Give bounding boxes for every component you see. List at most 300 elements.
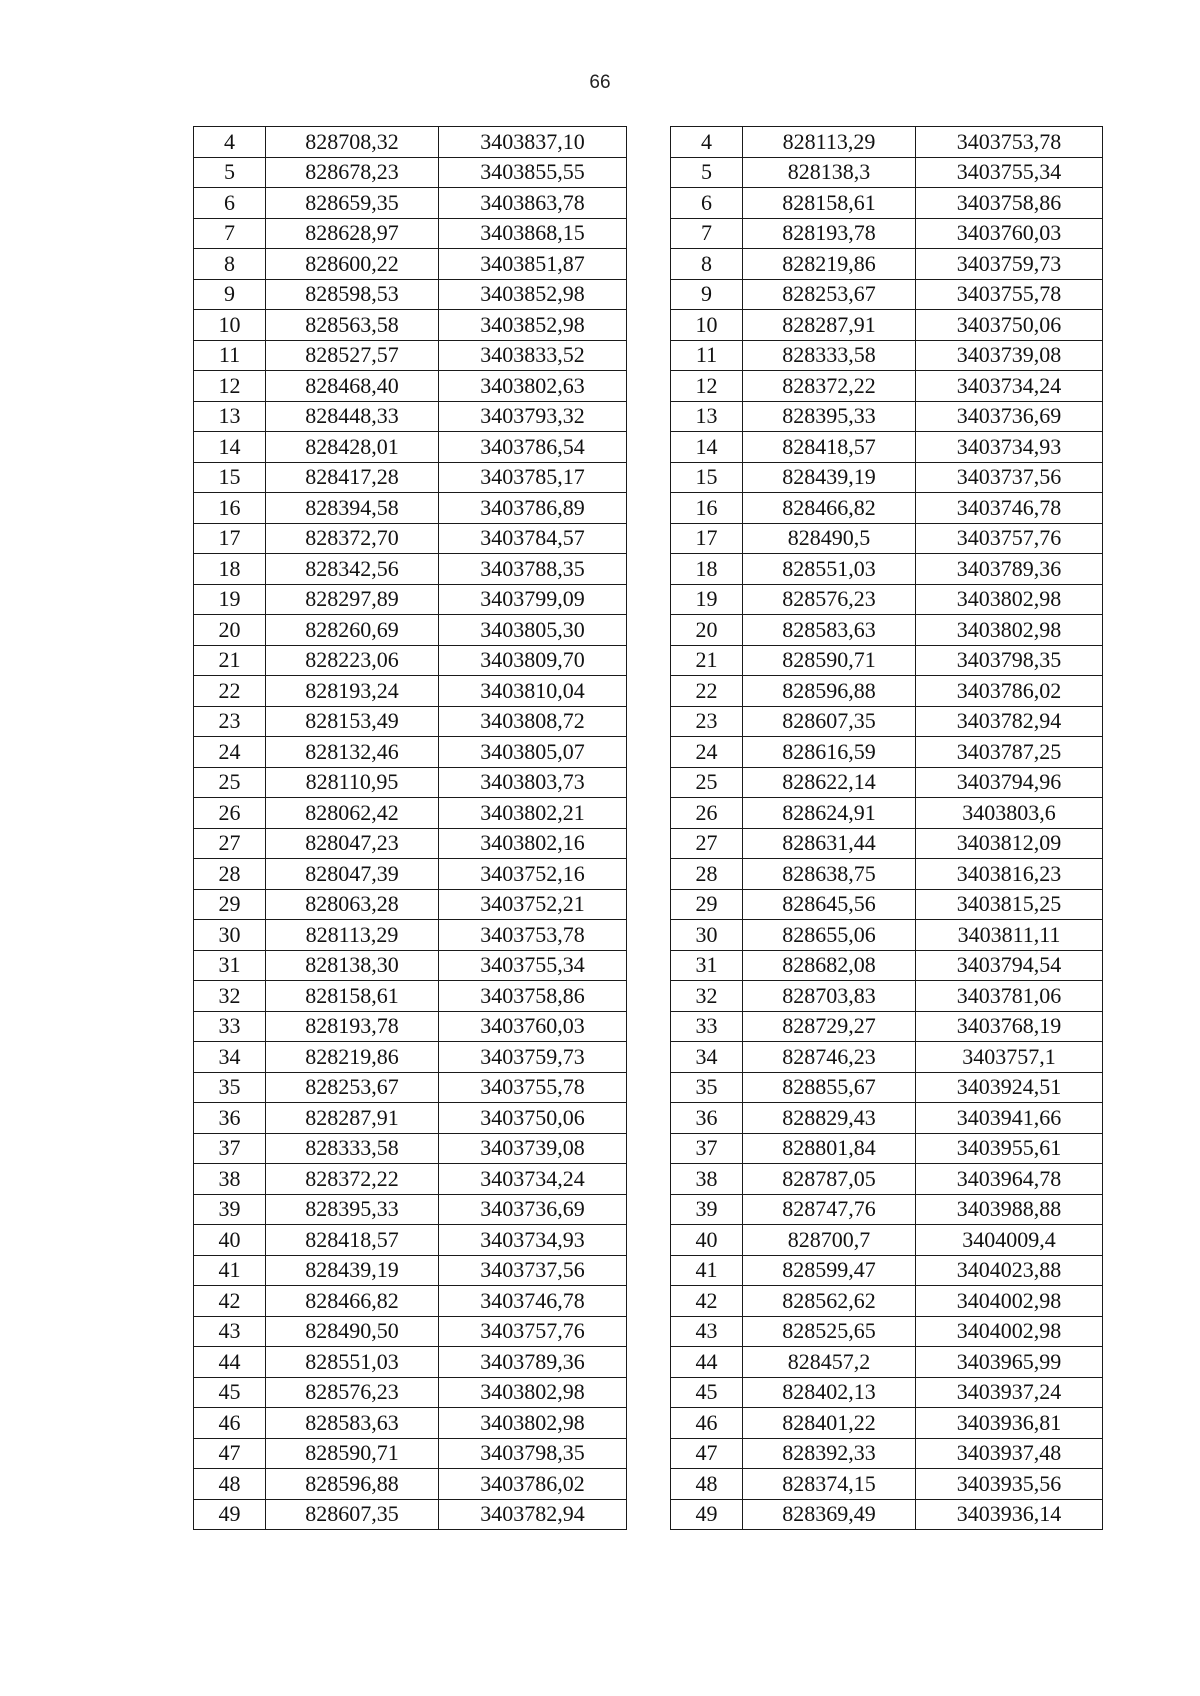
- table-row: [671, 950, 1103, 981]
- x-coordinate-cell: 828369,49: [743, 1499, 916, 1530]
- point-number-cell: 30: [671, 920, 743, 951]
- table-row: [194, 737, 627, 768]
- y-coordinate-cell: 3403799,09: [439, 584, 627, 615]
- x-coordinate-cell: 828596,88: [743, 676, 916, 707]
- point-number-cell: 10: [671, 310, 743, 341]
- point-number-cell: 8: [671, 249, 743, 280]
- point-number-cell: 32: [194, 981, 266, 1012]
- table-row: [671, 1286, 1103, 1317]
- y-coordinate-cell: 3403739,08: [916, 340, 1103, 371]
- x-coordinate-cell: 828551,03: [743, 554, 916, 585]
- y-coordinate-cell: 3403802,63: [439, 371, 627, 402]
- y-coordinate-cell: 3403852,98: [439, 279, 627, 310]
- point-number-cell: 31: [194, 950, 266, 981]
- point-number-cell: 7: [671, 218, 743, 249]
- y-coordinate-cell: 3403802,98: [439, 1377, 627, 1408]
- coordinates-table-body: [671, 127, 1103, 1530]
- table-row: [194, 767, 627, 798]
- point-number-cell: 21: [194, 645, 266, 676]
- point-number-cell: 15: [194, 462, 266, 493]
- table-row: [194, 1316, 627, 1347]
- y-coordinate-cell: 3403802,98: [916, 615, 1103, 646]
- y-coordinate-cell: 3403965,99: [916, 1347, 1103, 1378]
- point-number-cell: 42: [671, 1286, 743, 1317]
- table-row: [194, 981, 627, 1012]
- coordinates-table-left: [193, 126, 627, 1530]
- y-coordinate-cell: 3403750,06: [916, 310, 1103, 341]
- point-number-cell: 11: [671, 340, 743, 371]
- x-coordinate-cell: 828638,75: [743, 859, 916, 890]
- x-coordinate-cell: 828439,19: [743, 462, 916, 493]
- x-coordinate-cell: 828158,61: [266, 981, 439, 1012]
- x-coordinate-cell: 828158,61: [743, 188, 916, 219]
- point-number-cell: 15: [671, 462, 743, 493]
- point-number-cell: 5: [671, 157, 743, 188]
- table-row: [671, 249, 1103, 280]
- table-row: [194, 1377, 627, 1408]
- y-coordinate-cell: 3403734,24: [916, 371, 1103, 402]
- x-coordinate-cell: 828624,91: [743, 798, 916, 829]
- y-coordinate-cell: 3403810,04: [439, 676, 627, 707]
- table-row: [194, 1072, 627, 1103]
- point-number-cell: 18: [194, 554, 266, 585]
- table-row: [671, 157, 1103, 188]
- y-coordinate-cell: 3403760,03: [439, 1011, 627, 1042]
- table-row: [671, 1499, 1103, 1530]
- point-number-cell: 44: [194, 1347, 266, 1378]
- y-coordinate-cell: 3403759,73: [439, 1042, 627, 1073]
- table-row: [671, 310, 1103, 341]
- y-coordinate-cell: 3403739,08: [439, 1133, 627, 1164]
- x-coordinate-cell: 828333,58: [266, 1133, 439, 1164]
- point-number-cell: 49: [671, 1499, 743, 1530]
- point-number-cell: 48: [194, 1469, 266, 1500]
- y-coordinate-cell: 3403809,70: [439, 645, 627, 676]
- x-coordinate-cell: 828563,58: [266, 310, 439, 341]
- x-coordinate-cell: 828466,82: [743, 493, 916, 524]
- table-row: [671, 889, 1103, 920]
- table-row: [671, 1438, 1103, 1469]
- point-number-cell: 5: [194, 157, 266, 188]
- y-coordinate-cell: 3403746,78: [916, 493, 1103, 524]
- table-row: [671, 920, 1103, 951]
- x-coordinate-cell: 828113,29: [266, 920, 439, 951]
- x-coordinate-cell: 828047,39: [266, 859, 439, 890]
- x-coordinate-cell: 828342,56: [266, 554, 439, 585]
- point-number-cell: 43: [194, 1316, 266, 1347]
- point-number-cell: 47: [671, 1438, 743, 1469]
- point-number-cell: 36: [671, 1103, 743, 1134]
- y-coordinate-cell: 3403786,89: [439, 493, 627, 524]
- point-number-cell: 35: [194, 1072, 266, 1103]
- table-row: [194, 645, 627, 676]
- table-row: [671, 340, 1103, 371]
- x-coordinate-cell: 828583,63: [743, 615, 916, 646]
- point-number-cell: 13: [194, 401, 266, 432]
- point-number-cell: 16: [671, 493, 743, 524]
- table-row: [194, 554, 627, 585]
- y-coordinate-cell: 3403734,24: [439, 1164, 627, 1195]
- table-row: [671, 462, 1103, 493]
- x-coordinate-cell: 828402,13: [743, 1377, 916, 1408]
- point-number-cell: 18: [671, 554, 743, 585]
- point-number-cell: 40: [671, 1225, 743, 1256]
- table-row: [671, 615, 1103, 646]
- table-row: [671, 767, 1103, 798]
- y-coordinate-cell: 3403855,55: [439, 157, 627, 188]
- point-number-cell: 33: [671, 1011, 743, 1042]
- point-number-cell: 11: [194, 340, 266, 371]
- table-row: [194, 401, 627, 432]
- x-coordinate-cell: 828219,86: [743, 249, 916, 280]
- table-row: [194, 249, 627, 280]
- coordinates-table-body: [194, 127, 627, 1530]
- x-coordinate-cell: 828138,3: [743, 157, 916, 188]
- x-coordinate-cell: 828703,83: [743, 981, 916, 1012]
- table-row: [671, 127, 1103, 158]
- point-number-cell: 29: [194, 889, 266, 920]
- point-number-cell: 33: [194, 1011, 266, 1042]
- point-number-cell: 25: [194, 767, 266, 798]
- page-number: 66: [589, 72, 611, 93]
- y-coordinate-cell: 3403937,24: [916, 1377, 1103, 1408]
- point-number-cell: 4: [194, 127, 266, 158]
- table-row: [671, 981, 1103, 1012]
- x-coordinate-cell: 828374,15: [743, 1469, 916, 1500]
- y-coordinate-cell: 3403734,93: [439, 1225, 627, 1256]
- table-row: [671, 706, 1103, 737]
- table-row: [194, 523, 627, 554]
- point-number-cell: 12: [671, 371, 743, 402]
- point-number-cell: 36: [194, 1103, 266, 1134]
- point-number-cell: 37: [671, 1133, 743, 1164]
- point-number-cell: 42: [194, 1286, 266, 1317]
- y-coordinate-cell: 3403805,07: [439, 737, 627, 768]
- table-row: [194, 279, 627, 310]
- y-coordinate-cell: 3403816,23: [916, 859, 1103, 890]
- x-coordinate-cell: 828193,78: [266, 1011, 439, 1042]
- x-coordinate-cell: 828418,57: [743, 432, 916, 463]
- point-number-cell: 32: [671, 981, 743, 1012]
- x-coordinate-cell: 828747,76: [743, 1194, 916, 1225]
- table-row: [671, 1164, 1103, 1195]
- x-coordinate-cell: 828253,67: [743, 279, 916, 310]
- point-number-cell: 19: [194, 584, 266, 615]
- y-coordinate-cell: 3403964,78: [916, 1164, 1103, 1195]
- y-coordinate-cell: 3403805,30: [439, 615, 627, 646]
- table-row: [671, 523, 1103, 554]
- y-coordinate-cell: 3403803,6: [916, 798, 1103, 829]
- point-number-cell: 28: [194, 859, 266, 890]
- y-coordinate-cell: 3403941,66: [916, 1103, 1103, 1134]
- x-coordinate-cell: 828392,33: [743, 1438, 916, 1469]
- point-number-cell: 41: [194, 1255, 266, 1286]
- y-coordinate-cell: 3403755,34: [916, 157, 1103, 188]
- point-number-cell: 46: [671, 1408, 743, 1439]
- x-coordinate-cell: 828193,78: [743, 218, 916, 249]
- y-coordinate-cell: 3403837,10: [439, 127, 627, 158]
- x-coordinate-cell: 828787,05: [743, 1164, 916, 1195]
- y-coordinate-cell: 3404002,98: [916, 1316, 1103, 1347]
- x-coordinate-cell: 828372,22: [266, 1164, 439, 1195]
- table-row: [194, 1255, 627, 1286]
- y-coordinate-cell: 3403782,94: [916, 706, 1103, 737]
- x-coordinate-cell: 828600,22: [266, 249, 439, 280]
- table-row: [671, 493, 1103, 524]
- table-row: [194, 310, 627, 341]
- point-number-cell: 41: [671, 1255, 743, 1286]
- table-row: [671, 401, 1103, 432]
- x-coordinate-cell: 828333,58: [743, 340, 916, 371]
- table-row: [671, 1377, 1103, 1408]
- y-coordinate-cell: 3404009,4: [916, 1225, 1103, 1256]
- table-row: [194, 340, 627, 371]
- y-coordinate-cell: 3403737,56: [439, 1255, 627, 1286]
- y-coordinate-cell: 3403782,94: [439, 1499, 627, 1530]
- x-coordinate-cell: 828223,06: [266, 645, 439, 676]
- y-coordinate-cell: 3403755,34: [439, 950, 627, 981]
- table-row: [194, 1438, 627, 1469]
- y-coordinate-cell: 3403759,73: [916, 249, 1103, 280]
- table-row: [194, 1499, 627, 1530]
- x-coordinate-cell: 828395,33: [266, 1194, 439, 1225]
- point-number-cell: 44: [671, 1347, 743, 1378]
- y-coordinate-cell: 3403988,88: [916, 1194, 1103, 1225]
- x-coordinate-cell: 828417,28: [266, 462, 439, 493]
- x-coordinate-cell: 828297,89: [266, 584, 439, 615]
- y-coordinate-cell: 3403750,06: [439, 1103, 627, 1134]
- table-row: [194, 889, 627, 920]
- table-row: [671, 1042, 1103, 1073]
- table-row: [194, 676, 627, 707]
- x-coordinate-cell: 828583,63: [266, 1408, 439, 1439]
- y-coordinate-cell: 3403863,78: [439, 188, 627, 219]
- y-coordinate-cell: 3403758,86: [439, 981, 627, 1012]
- x-coordinate-cell: 828527,57: [266, 340, 439, 371]
- point-number-cell: 16: [194, 493, 266, 524]
- y-coordinate-cell: 3403786,54: [439, 432, 627, 463]
- x-coordinate-cell: 828219,86: [266, 1042, 439, 1073]
- x-coordinate-cell: 828394,58: [266, 493, 439, 524]
- x-coordinate-cell: 828525,65: [743, 1316, 916, 1347]
- y-coordinate-cell: 3404002,98: [916, 1286, 1103, 1317]
- point-number-cell: 6: [671, 188, 743, 219]
- x-coordinate-cell: 828576,23: [743, 584, 916, 615]
- point-number-cell: 31: [671, 950, 743, 981]
- point-number-cell: 48: [671, 1469, 743, 1500]
- table-row: [671, 1255, 1103, 1286]
- y-coordinate-cell: 3403852,98: [439, 310, 627, 341]
- table-row: [671, 1072, 1103, 1103]
- y-coordinate-cell: 3403833,52: [439, 340, 627, 371]
- y-coordinate-cell: 3403758,86: [916, 188, 1103, 219]
- table-row: [671, 584, 1103, 615]
- table-row: [671, 676, 1103, 707]
- table-row: [194, 1011, 627, 1042]
- y-coordinate-cell: 3403784,57: [439, 523, 627, 554]
- point-number-cell: 23: [194, 706, 266, 737]
- y-coordinate-cell: 3404023,88: [916, 1255, 1103, 1286]
- point-number-cell: 12: [194, 371, 266, 402]
- point-number-cell: 20: [671, 615, 743, 646]
- x-coordinate-cell: 828047,23: [266, 828, 439, 859]
- y-coordinate-cell: 3403798,35: [916, 645, 1103, 676]
- point-number-cell: 17: [194, 523, 266, 554]
- y-coordinate-cell: 3403746,78: [439, 1286, 627, 1317]
- x-coordinate-cell: 828372,70: [266, 523, 439, 554]
- y-coordinate-cell: 3403955,61: [916, 1133, 1103, 1164]
- x-coordinate-cell: 828622,14: [743, 767, 916, 798]
- y-coordinate-cell: 3403937,48: [916, 1438, 1103, 1469]
- y-coordinate-cell: 3403734,93: [916, 432, 1103, 463]
- point-number-cell: 6: [194, 188, 266, 219]
- y-coordinate-cell: 3403794,96: [916, 767, 1103, 798]
- point-number-cell: 45: [194, 1377, 266, 1408]
- point-number-cell: 21: [671, 645, 743, 676]
- table-row: [671, 1347, 1103, 1378]
- point-number-cell: 35: [671, 1072, 743, 1103]
- point-number-cell: 13: [671, 401, 743, 432]
- x-coordinate-cell: 828599,47: [743, 1255, 916, 1286]
- table-row: [671, 1194, 1103, 1225]
- x-coordinate-cell: 828576,23: [266, 1377, 439, 1408]
- y-coordinate-cell: 3403785,17: [439, 462, 627, 493]
- x-coordinate-cell: 828596,88: [266, 1469, 439, 1500]
- point-number-cell: 39: [671, 1194, 743, 1225]
- y-coordinate-cell: 3403757,1: [916, 1042, 1103, 1073]
- table-row: [671, 828, 1103, 859]
- x-coordinate-cell: 828490,5: [743, 523, 916, 554]
- point-number-cell: 28: [671, 859, 743, 890]
- x-coordinate-cell: 828562,62: [743, 1286, 916, 1317]
- x-coordinate-cell: 828062,42: [266, 798, 439, 829]
- y-coordinate-cell: 3403936,81: [916, 1408, 1103, 1439]
- table-row: [194, 371, 627, 402]
- table-row: [194, 584, 627, 615]
- point-number-cell: 9: [194, 279, 266, 310]
- table-row: [671, 371, 1103, 402]
- point-number-cell: 43: [671, 1316, 743, 1347]
- y-coordinate-cell: 3403789,36: [916, 554, 1103, 585]
- table-row: [194, 1347, 627, 1378]
- table-row: [194, 127, 627, 158]
- point-number-cell: 34: [194, 1042, 266, 1073]
- x-coordinate-cell: 828395,33: [743, 401, 916, 432]
- x-coordinate-cell: 828551,03: [266, 1347, 439, 1378]
- y-coordinate-cell: 3403811,11: [916, 920, 1103, 951]
- table-row: [671, 1316, 1103, 1347]
- y-coordinate-cell: 3403736,69: [439, 1194, 627, 1225]
- point-number-cell: 39: [194, 1194, 266, 1225]
- table-row: [671, 554, 1103, 585]
- point-number-cell: 38: [671, 1164, 743, 1195]
- x-coordinate-cell: 828607,35: [266, 1499, 439, 1530]
- y-coordinate-cell: 3403851,87: [439, 249, 627, 280]
- table-row: [194, 950, 627, 981]
- table-row: [194, 1164, 627, 1195]
- y-coordinate-cell: 3403753,78: [916, 127, 1103, 158]
- table-row: [671, 1469, 1103, 1500]
- x-coordinate-cell: 828607,35: [743, 706, 916, 737]
- y-coordinate-cell: 3403794,54: [916, 950, 1103, 981]
- y-coordinate-cell: 3403935,56: [916, 1469, 1103, 1500]
- table-row: [194, 828, 627, 859]
- coordinates-table-right: [670, 126, 1103, 1530]
- table-row: [194, 1042, 627, 1073]
- x-coordinate-cell: 828729,27: [743, 1011, 916, 1042]
- y-coordinate-cell: 3403798,35: [439, 1438, 627, 1469]
- point-number-cell: 34: [671, 1042, 743, 1073]
- point-number-cell: 25: [671, 767, 743, 798]
- y-coordinate-cell: 3403752,16: [439, 859, 627, 890]
- x-coordinate-cell: 828418,57: [266, 1225, 439, 1256]
- point-number-cell: 45: [671, 1377, 743, 1408]
- point-number-cell: 7: [194, 218, 266, 249]
- point-number-cell: 24: [194, 737, 266, 768]
- x-coordinate-cell: 828063,28: [266, 889, 439, 920]
- table-row: [194, 1469, 627, 1500]
- table-row: [194, 493, 627, 524]
- x-coordinate-cell: 828659,35: [266, 188, 439, 219]
- x-coordinate-cell: 828829,43: [743, 1103, 916, 1134]
- table-row: [194, 462, 627, 493]
- x-coordinate-cell: 828590,71: [266, 1438, 439, 1469]
- point-number-cell: 10: [194, 310, 266, 341]
- table-row: [194, 157, 627, 188]
- table-row: [671, 737, 1103, 768]
- y-coordinate-cell: 3403737,56: [916, 462, 1103, 493]
- table-row: [194, 706, 627, 737]
- table-row: [671, 432, 1103, 463]
- x-coordinate-cell: 828645,56: [743, 889, 916, 920]
- table-row: [671, 798, 1103, 829]
- table-row: [671, 1225, 1103, 1256]
- table-row: [194, 1408, 627, 1439]
- point-number-cell: 37: [194, 1133, 266, 1164]
- y-coordinate-cell: 3403786,02: [916, 676, 1103, 707]
- y-coordinate-cell: 3403802,21: [439, 798, 627, 829]
- table-row: [194, 1194, 627, 1225]
- x-coordinate-cell: 828616,59: [743, 737, 916, 768]
- y-coordinate-cell: 3403808,72: [439, 706, 627, 737]
- x-coordinate-cell: 828746,23: [743, 1042, 916, 1073]
- y-coordinate-cell: 3403760,03: [916, 218, 1103, 249]
- table-row: [194, 1286, 627, 1317]
- table-row: [194, 1133, 627, 1164]
- y-coordinate-cell: 3403802,98: [439, 1408, 627, 1439]
- y-coordinate-cell: 3403768,19: [916, 1011, 1103, 1042]
- table-row: [194, 798, 627, 829]
- y-coordinate-cell: 3403755,78: [916, 279, 1103, 310]
- x-coordinate-cell: 828631,44: [743, 828, 916, 859]
- x-coordinate-cell: 828801,84: [743, 1133, 916, 1164]
- x-coordinate-cell: 828439,19: [266, 1255, 439, 1286]
- y-coordinate-cell: 3403803,73: [439, 767, 627, 798]
- point-number-cell: 30: [194, 920, 266, 951]
- x-coordinate-cell: 828490,50: [266, 1316, 439, 1347]
- table-row: [194, 920, 627, 951]
- table-row: [671, 645, 1103, 676]
- table-row: [194, 859, 627, 890]
- x-coordinate-cell: 828287,91: [743, 310, 916, 341]
- x-coordinate-cell: 828468,40: [266, 371, 439, 402]
- point-number-cell: 46: [194, 1408, 266, 1439]
- x-coordinate-cell: 828110,95: [266, 767, 439, 798]
- x-coordinate-cell: 828708,32: [266, 127, 439, 158]
- point-number-cell: 26: [194, 798, 266, 829]
- x-coordinate-cell: 828448,33: [266, 401, 439, 432]
- point-number-cell: 17: [671, 523, 743, 554]
